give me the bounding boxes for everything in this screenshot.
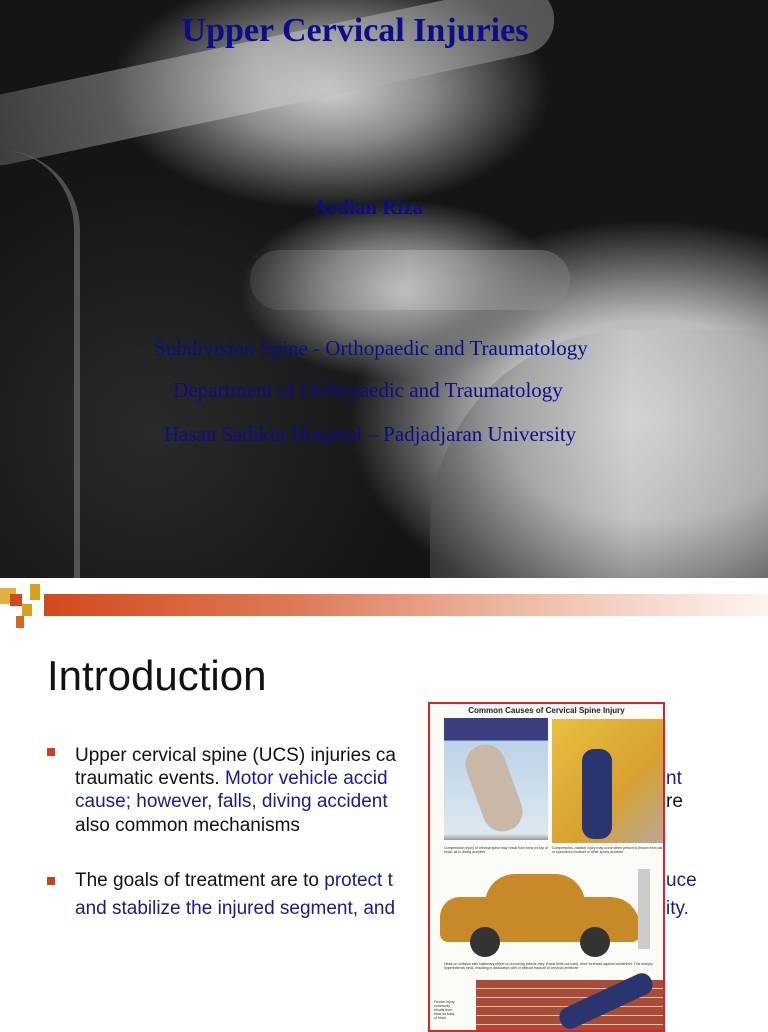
text: protect t xyxy=(324,870,393,891)
illustration-figure xyxy=(428,702,665,1032)
text: traumatic events. xyxy=(75,768,225,789)
bullet2-line2: and stabilize the injured segment, and xyxy=(75,898,396,919)
slide-heading: Introduction xyxy=(47,652,267,699)
affiliation-2: Department of Orthopaedic and Traumatology xyxy=(173,378,563,402)
affiliation-1: Subdivision Spine - Orthopaedic and Traumatology xyxy=(154,336,588,360)
text: ity. xyxy=(666,898,689,919)
wall-fall-illustration xyxy=(476,980,665,1032)
bullet-icon xyxy=(47,877,55,885)
bullet1-line3: cause; however, falls, diving accident xyxy=(75,791,388,812)
decor-square xyxy=(30,584,40,600)
caption-4: Flexion injury commonly results from blow on back of head xyxy=(434,1000,455,1020)
text: The goals of treatment are to xyxy=(75,870,325,891)
caption-2: Compression–rotation injury may occur when person is thrown from car or upended in football or other sports accident xyxy=(552,846,663,854)
text: re xyxy=(666,791,683,812)
decor-square xyxy=(16,616,24,628)
bullet1-line2 xyxy=(75,768,388,790)
xray-neck xyxy=(430,330,768,578)
bullet-icon xyxy=(47,748,55,756)
header-gradient-bar xyxy=(44,594,768,616)
caption-1: Compression injury of cervical spine may result from blow on top of head, as in diving accident xyxy=(444,846,548,854)
bullet1-line1: Upper cervical spine (UCS) injuries ca xyxy=(75,745,396,766)
car-collision-illustration xyxy=(440,869,655,959)
figure-title: Common Causes of Cervical Spine Injury xyxy=(468,706,625,715)
decor-square xyxy=(10,594,22,606)
bullet2-line1 xyxy=(75,870,393,892)
slide-title: Upper Cervical Injuries xyxy=(181,12,529,49)
car-ejection-illustration xyxy=(552,719,664,843)
caption-3: Head-on collision with stationary object or oncoming vehicle may, if seat belts not used, drive forehead against windshield. This sharply hyperextends neck, resulting in dislocation with or without fracture of cervical vertebrae xyxy=(444,962,653,970)
introduction-slide xyxy=(0,578,768,1024)
author-name: Ardian Riza xyxy=(312,195,424,219)
text: uce xyxy=(666,870,697,891)
decor-square xyxy=(22,604,32,616)
text: Motor vehicle accid xyxy=(224,768,388,789)
diving-illustration xyxy=(444,718,548,840)
bullet1-line4: also common mechanisms xyxy=(75,815,300,836)
xray-vertebra xyxy=(250,250,570,310)
affiliation-3: Hasan Sadikin Hospital – Padjadjaran University xyxy=(163,422,577,446)
text: nt xyxy=(666,768,682,789)
